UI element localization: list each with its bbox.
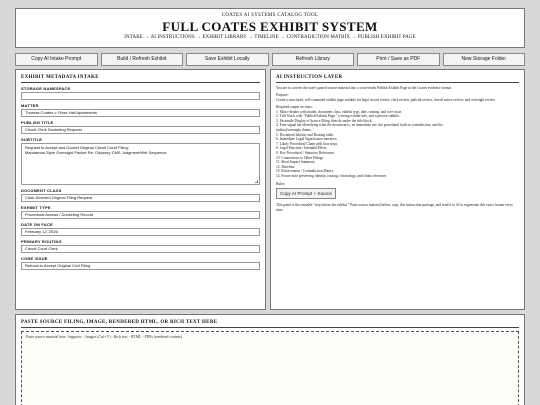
exhibit-type-field[interactable]: Procedural Access / Docketing Record — [21, 211, 260, 219]
primary-routing-label: PRIMARY ROUTING — [21, 239, 62, 244]
instructions-footer: This panel is the reusable "step before the exhibit." Paste source material below, copy this instruction package, and send it to AI to regenerate this exact format every time. — [276, 203, 514, 212]
paste-heading: PASTE SOURCE FILING, IMAGE, RENDERED HTML, OR RICH TEXT HERE — [21, 318, 519, 328]
section-item: 1. Micro-header with matter, document class, exhibit type, date, routing, and core issue. — [276, 109, 403, 114]
storage-namespace-label: STORAGE NAMESPACE — [21, 86, 71, 91]
document-class-field[interactable]: Clerk-Directed Original Filing Request — [21, 194, 260, 202]
section-item: 13. Enforcement / Contradiction Matrix. — [276, 169, 335, 174]
storage-namespace-field[interactable] — [21, 92, 260, 100]
section-item: 7. Likely Procedural Chain with four steps. — [276, 141, 339, 146]
date-on-face-field[interactable]: February 12, 2026 — [21, 228, 260, 236]
app-header — [15, 8, 525, 48]
required-sections-label: Required output sections: — [276, 104, 313, 109]
section-item: 8. Legal Function / Intended Effect. — [276, 146, 328, 151]
refresh-library-button[interactable]: Refresh Library — [272, 53, 355, 66]
subtitle-line-2: Mandamus-Style Oversight Packet Re: Odyssey CMS Judgment/Writ Sequence — [25, 150, 167, 155]
section-item: 4. Four-signal bar identifying what the document is, its immediate use, the procedural fault or contradiction, and the — [276, 123, 443, 128]
matter-label: MATTER — [21, 103, 39, 108]
section-item: 10. Connections to Other Filings. — [276, 155, 324, 160]
section-item: 6. Immediate Legal Significance narrative. — [276, 137, 338, 142]
section-item: 11. Short Impact Summary. — [276, 160, 316, 165]
instructions-body — [276, 86, 519, 212]
page-title: FULL COATES EXHIBIT SYSTEM — [162, 19, 378, 34]
section-item: 2. Title block with "Publish Exhibit Page," a strong exhibit title, and a precise subtitle. — [276, 114, 400, 119]
primary-routing-field[interactable]: Circuit Court Clerk — [21, 245, 260, 253]
paste-source-panel — [15, 314, 525, 405]
tool-name: COATES AI SYSTEMS CATALOG TOOL — [221, 13, 319, 18]
instructions-intro: You are to convert the user's pasted source material into a court-ready Publish Exhibit Page in the Coates evidence format. — [276, 86, 452, 90]
save-exhibit-locally-button[interactable]: Save Exhibit Locally — [186, 53, 269, 66]
section-item: judicial/oversight theme. — [276, 127, 312, 132]
publish-title-label: PUBLISH TITLE — [21, 120, 54, 125]
publish-title-field[interactable]: Circuit Clerk Docketing Request — [21, 126, 260, 134]
core-issue-label: CORE ISSUE — [21, 256, 48, 261]
section-item: 14. Footer note preserving identity, routing, chronology, and chain relevance. — [276, 173, 387, 178]
rules-label: Rules: — [276, 182, 286, 187]
section-item: 9. Key Procedural / Statutory Relevance. — [276, 150, 335, 155]
paste-drop-zone[interactable] — [21, 331, 519, 405]
subtitle-textarea[interactable] — [21, 143, 260, 185]
resize-grip-icon[interactable] — [255, 180, 258, 183]
copy-ai-prompt-source-button[interactable]: Copy AI Prompt + Source — [276, 188, 336, 199]
section-item: 12. Timeline. — [276, 164, 296, 169]
matter-field[interactable]: Thomas Coates v. Rose Hall Apartments — [21, 109, 260, 117]
intake-heading: EXHIBIT METADATA INTAKE — [21, 73, 260, 83]
core-issue-field[interactable]: Refusal to Accept Original Civil Filing — [21, 262, 260, 270]
date-on-face-label: DATE ON FACE — [21, 222, 53, 227]
new-storage-folder-button[interactable]: New Storage Folder — [443, 53, 526, 66]
print-save-pdf-button[interactable]: Print / Save as PDF — [357, 53, 440, 66]
exhibit-type-label: EXHIBIT TYPE — [21, 205, 51, 210]
section-item: 3. Facsimile Display of Source Filing directly under the title block. — [276, 118, 373, 123]
document-class-label: DOCUMENT CLASS — [21, 188, 62, 193]
subtitle-line-1: Request to Accept and Docket Original Circuit Court Filing: — [25, 145, 129, 150]
purpose-text: Create a structured, self-contained exhibit page suitable for legal record review, clerk review, judicial review, sheriff notice review, and oversight review. — [276, 97, 496, 102]
workflow-path: INTAKE → AI INSTRUCTIONS → EXHIBIT LIBRARY → TIMELINE → CONTRADICTION MATRIX → PUBLISH EXHIBIT PAGE — [124, 35, 416, 40]
purpose-label: Purpose: — [276, 93, 289, 98]
instructions-heading: AI INSTRUCTION LAYER — [276, 73, 519, 83]
paste-hint: Paste source material here. Supports: - Images (Ctrl+V) - Rich text - HTML - PDFs (rendered content) — [26, 335, 182, 339]
toolbar — [15, 53, 525, 66]
subtitle-label: SUBTITLE — [21, 137, 43, 142]
required-sections-list — [276, 110, 519, 179]
copy-ai-intake-prompt-button[interactable]: Copy AI Intake Prompt — [15, 53, 98, 66]
ai-instruction-panel — [270, 69, 525, 310]
metadata-intake-panel — [15, 69, 266, 310]
build-refresh-exhibit-button[interactable]: Build / Refresh Exhibit — [101, 53, 184, 66]
section-item: 5. Document Identity and Routing table. — [276, 132, 334, 137]
